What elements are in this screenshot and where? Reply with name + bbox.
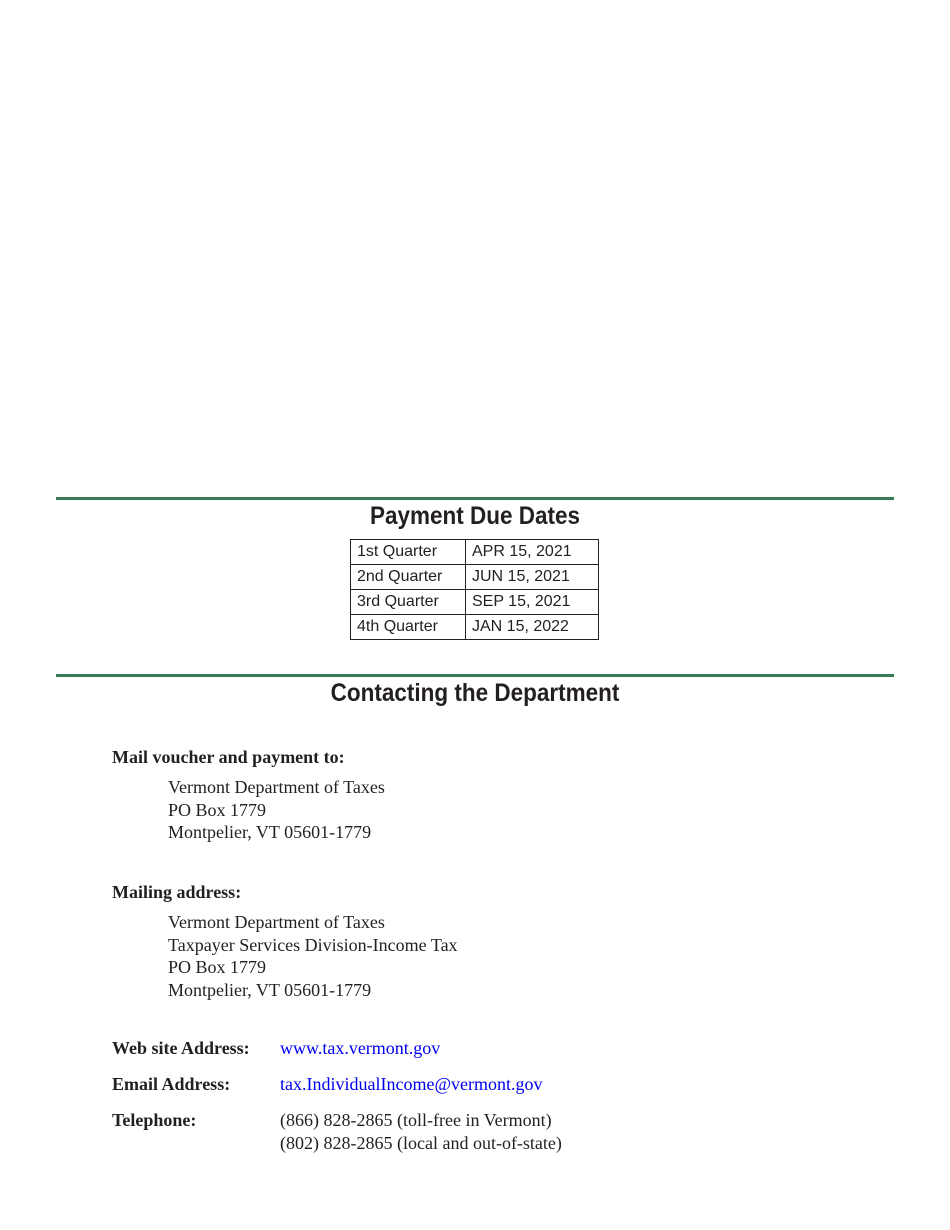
table-row	[351, 540, 599, 565]
quarter-cell: 3rd Quarter	[351, 590, 466, 615]
due-date-cell: APR 15, 2021	[466, 540, 599, 565]
payment-due-dates-title: Payment Due Dates	[369, 502, 581, 530]
website-label: Web site Address:	[112, 1038, 250, 1058]
section-divider-contact	[56, 674, 894, 677]
table-row	[351, 615, 599, 640]
section-divider-top	[56, 497, 894, 500]
website-link[interactable]: www.tax.vermont.gov	[280, 1038, 441, 1058]
email-link[interactable]: tax.IndividualIncome@vermont.gov	[280, 1074, 543, 1094]
mailing-address	[168, 911, 458, 1001]
due-date-cell: JUN 15, 2021	[466, 565, 599, 590]
quarter-cell: 4th Quarter	[351, 615, 466, 640]
address-line: Vermont Department of Taxes	[168, 777, 385, 797]
mailing-address-label: Mailing address:	[112, 882, 242, 902]
payment-due-dates-table	[350, 539, 599, 640]
phone-line: (802) 828-2865 (local and out-of-state)	[280, 1132, 562, 1153]
phone-line: (866) 828-2865 (toll-free in Vermont)	[280, 1110, 552, 1130]
contacting-department-title: Contacting the Department	[330, 679, 620, 707]
telephone-numbers	[280, 1109, 562, 1154]
mail-voucher-address	[168, 776, 385, 844]
address-line: Montpelier, VT 05601-1779	[168, 822, 372, 842]
email-label: Email Address:	[112, 1074, 231, 1094]
telephone-label: Telephone:	[112, 1110, 197, 1130]
address-line: Vermont Department of Taxes	[168, 912, 385, 932]
address-line: PO Box 1779	[168, 799, 267, 820]
quarter-cell: 2nd Quarter	[351, 565, 466, 590]
table-row	[351, 590, 599, 615]
address-line: Taxpayer Services Division-Income Tax	[168, 934, 458, 955]
due-date-cell: JAN 15, 2022	[466, 615, 599, 640]
due-date-cell: SEP 15, 2021	[466, 590, 599, 615]
table-row	[351, 565, 599, 590]
address-line: PO Box 1779	[168, 957, 267, 977]
quarter-cell: 1st Quarter	[351, 540, 466, 565]
address-line: Montpelier, VT 05601-1779	[168, 979, 372, 1000]
mail-voucher-label: Mail voucher and payment to:	[112, 747, 345, 767]
